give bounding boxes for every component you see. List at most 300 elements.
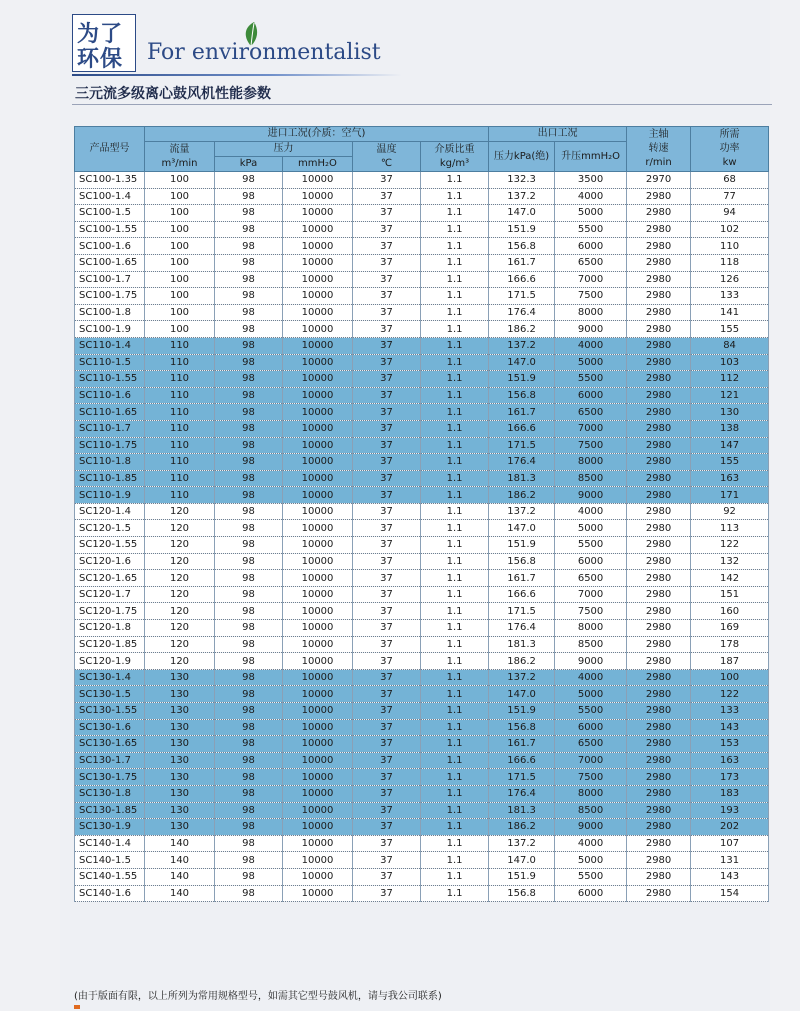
table-row — [75, 636, 769, 653]
table-cell: 143 — [691, 868, 769, 885]
table-cell: 1.1 — [421, 785, 489, 802]
table-cell: 10000 — [283, 387, 353, 404]
header-mmh2o: mmH₂O — [283, 157, 353, 172]
table-cell: 100 — [145, 221, 215, 238]
table-cell: 122 — [691, 686, 769, 703]
table-cell: 4000 — [555, 188, 627, 205]
table-cell: 4000 — [555, 835, 627, 852]
logo-underline — [72, 74, 402, 76]
header-speed — [627, 127, 691, 172]
table-cell: 171.5 — [489, 288, 555, 305]
table-cell: 5500 — [555, 868, 627, 885]
table-cell: 120 — [145, 570, 215, 587]
table-cell: 2980 — [627, 636, 691, 653]
table-cell: 37 — [353, 371, 421, 388]
table-cell: 10000 — [283, 404, 353, 421]
table-cell: 181.3 — [489, 636, 555, 653]
table-cell: 1.1 — [421, 586, 489, 603]
table-cell: 141 — [691, 304, 769, 321]
table-row — [75, 288, 769, 305]
table-cell: 193 — [691, 802, 769, 819]
table-cell: 120 — [145, 603, 215, 620]
table-cell: 37 — [353, 603, 421, 620]
table-cell: 2980 — [627, 503, 691, 520]
table-cell: 98 — [215, 686, 283, 703]
table-cell: SC110-1.55 — [75, 371, 145, 388]
table-cell: 5000 — [555, 520, 627, 537]
table-cell: SC120-1.8 — [75, 620, 145, 637]
header-flow-label: 流量 — [169, 143, 190, 155]
table-cell: 2980 — [627, 620, 691, 637]
table-cell: 7500 — [555, 603, 627, 620]
table-cell: 98 — [215, 454, 283, 471]
header-power — [691, 127, 769, 172]
table-cell: SC100-1.75 — [75, 288, 145, 305]
table-row — [75, 835, 769, 852]
table-cell: 98 — [215, 769, 283, 786]
table-row — [75, 819, 769, 836]
table-cell: 156.8 — [489, 553, 555, 570]
table-cell: 138 — [691, 420, 769, 437]
table-cell: 1.1 — [421, 420, 489, 437]
header-speed-line1: 主轴 — [648, 129, 669, 140]
table-cell: 100 — [145, 288, 215, 305]
table-cell: 6000 — [555, 238, 627, 255]
table-cell: 1.1 — [421, 254, 489, 271]
table-cell: 37 — [353, 304, 421, 321]
table-cell: 98 — [215, 321, 283, 338]
table-cell: 2980 — [627, 537, 691, 554]
table-cell: SC130-1.9 — [75, 819, 145, 836]
table-cell: 1.1 — [421, 553, 489, 570]
table-cell: 2980 — [627, 437, 691, 454]
table-cell: SC100-1.9 — [75, 321, 145, 338]
table-cell: 176.4 — [489, 785, 555, 802]
table-cell: 112 — [691, 371, 769, 388]
table-cell: 110 — [145, 371, 215, 388]
header-pressure: 压力 — [215, 142, 353, 157]
header-power-unit: kw — [722, 157, 737, 168]
logo-box — [72, 14, 136, 72]
table-cell: SC130-1.8 — [75, 785, 145, 802]
table-row — [75, 703, 769, 720]
table-cell: 147.0 — [489, 686, 555, 703]
table-cell: 2980 — [627, 819, 691, 836]
header-power-line1: 所需 — [719, 129, 740, 140]
table-cell: 37 — [353, 537, 421, 554]
table-cell: 1.1 — [421, 703, 489, 720]
table-cell: 110 — [145, 420, 215, 437]
table-cell: SC110-1.65 — [75, 404, 145, 421]
table-cell: 37 — [353, 420, 421, 437]
table-cell: 10000 — [283, 586, 353, 603]
table-cell: 37 — [353, 487, 421, 504]
table-cell: 37 — [353, 586, 421, 603]
table-row — [75, 238, 769, 255]
table-cell: 2980 — [627, 769, 691, 786]
header-speed-unit: r/min — [645, 157, 672, 168]
table-cell: 37 — [353, 172, 421, 189]
table-cell: 1.1 — [421, 636, 489, 653]
table-cell: 1.1 — [421, 454, 489, 471]
table-cell: 156.8 — [489, 238, 555, 255]
table-cell: SC100-1.35 — [75, 172, 145, 189]
table-cell: 98 — [215, 653, 283, 670]
table-cell: 98 — [215, 537, 283, 554]
table-cell: 181.3 — [489, 802, 555, 819]
table-cell: 1.1 — [421, 188, 489, 205]
table-row — [75, 802, 769, 819]
table-row — [75, 271, 769, 288]
logo-en-text: For environmentalist — [147, 40, 381, 65]
table-cell: 176.4 — [489, 620, 555, 637]
table-cell: 98 — [215, 719, 283, 736]
header-speed-line2: 转速 — [648, 143, 669, 154]
table-cell: 176.4 — [489, 304, 555, 321]
table-cell: 161.7 — [489, 404, 555, 421]
table-cell: 37 — [353, 503, 421, 520]
table-cell: 2980 — [627, 603, 691, 620]
table-cell: 147 — [691, 437, 769, 454]
table-cell: 102 — [691, 221, 769, 238]
table-cell: 2980 — [627, 337, 691, 354]
table-cell: 37 — [353, 520, 421, 537]
table-cell: 5000 — [555, 354, 627, 371]
table-cell: 120 — [145, 553, 215, 570]
table-cell: 10000 — [283, 487, 353, 504]
header-flow — [145, 142, 215, 172]
table-row — [75, 653, 769, 670]
table-cell: SC100-1.5 — [75, 205, 145, 222]
table-cell: 1.1 — [421, 205, 489, 222]
table-cell: 1.1 — [421, 819, 489, 836]
table-row — [75, 868, 769, 885]
table-cell: 37 — [353, 785, 421, 802]
table-cell: SC130-1.65 — [75, 736, 145, 753]
table-cell: 6000 — [555, 885, 627, 902]
table-cell: 98 — [215, 636, 283, 653]
table-row — [75, 620, 769, 637]
header-model: 产品型号 — [75, 127, 145, 172]
logo-cn-line2: 环保 — [77, 46, 124, 72]
table-cell: 151 — [691, 586, 769, 603]
table-cell: 1.1 — [421, 520, 489, 537]
table-cell: 1.1 — [421, 570, 489, 587]
table-cell: 37 — [353, 221, 421, 238]
table-cell: 98 — [215, 387, 283, 404]
table-row — [75, 304, 769, 321]
table-cell: 130 — [145, 736, 215, 753]
table-cell: 186.2 — [489, 653, 555, 670]
table-cell: 98 — [215, 404, 283, 421]
table-row — [75, 686, 769, 703]
table-cell: 130 — [691, 404, 769, 421]
table-row — [75, 321, 769, 338]
table-cell: 37 — [353, 321, 421, 338]
table-body — [75, 172, 769, 902]
table-cell: 10000 — [283, 520, 353, 537]
table-cell: SC130-1.4 — [75, 669, 145, 686]
table-cell: 126 — [691, 271, 769, 288]
table-cell: 10000 — [283, 620, 353, 637]
table-cell: 140 — [145, 852, 215, 869]
table-cell: 2980 — [627, 487, 691, 504]
table-cell: 37 — [353, 686, 421, 703]
table-row — [75, 537, 769, 554]
table-cell: 84 — [691, 337, 769, 354]
table-cell: 161.7 — [489, 254, 555, 271]
table-cell: 37 — [353, 852, 421, 869]
table-cell: 8000 — [555, 454, 627, 471]
table-row — [75, 785, 769, 802]
table-cell: 98 — [215, 354, 283, 371]
table-cell: 120 — [145, 503, 215, 520]
table-cell: SC120-1.65 — [75, 570, 145, 587]
table-cell: 9000 — [555, 321, 627, 338]
table-cell: 202 — [691, 819, 769, 836]
table-cell: 1.1 — [421, 835, 489, 852]
table-cell: 6000 — [555, 719, 627, 736]
table-cell: 166.6 — [489, 586, 555, 603]
table-row — [75, 487, 769, 504]
table-cell: 37 — [353, 404, 421, 421]
table-cell: 10000 — [283, 553, 353, 570]
table-cell: 10000 — [283, 636, 353, 653]
table-cell: 2980 — [627, 835, 691, 852]
table-cell: 1.1 — [421, 404, 489, 421]
table-cell: 140 — [145, 868, 215, 885]
table-cell: 171.5 — [489, 437, 555, 454]
table-cell: 4000 — [555, 337, 627, 354]
header-temp-unit: ℃ — [380, 157, 393, 169]
table-cell: 151.9 — [489, 537, 555, 554]
header-density — [421, 142, 489, 172]
table-cell: 98 — [215, 703, 283, 720]
table-cell: 7500 — [555, 769, 627, 786]
table-cell: 140 — [145, 835, 215, 852]
table-cell: 7000 — [555, 752, 627, 769]
table-cell: 98 — [215, 188, 283, 205]
table-cell: SC110-1.5 — [75, 354, 145, 371]
table-cell: 98 — [215, 752, 283, 769]
table-cell: 1.1 — [421, 802, 489, 819]
table-cell: 1.1 — [421, 221, 489, 238]
table-cell: 10000 — [283, 437, 353, 454]
table-cell: 2980 — [627, 703, 691, 720]
header-outlet-group: 出口工况 — [489, 127, 627, 142]
table-cell: 6000 — [555, 387, 627, 404]
table-cell: 37 — [353, 835, 421, 852]
table-row — [75, 387, 769, 404]
table-row — [75, 553, 769, 570]
table-cell: 151.9 — [489, 703, 555, 720]
table-cell: 2980 — [627, 868, 691, 885]
table-cell: 10000 — [283, 703, 353, 720]
table-cell: 2980 — [627, 570, 691, 587]
table-cell: 10000 — [283, 785, 353, 802]
table-cell: 98 — [215, 205, 283, 222]
table-cell: 137.2 — [489, 188, 555, 205]
table-cell: 2980 — [627, 669, 691, 686]
table-cell: 2980 — [627, 354, 691, 371]
table-cell: 103 — [691, 354, 769, 371]
table-cell: 98 — [215, 520, 283, 537]
table-cell: 10000 — [283, 503, 353, 520]
table-cell: 37 — [353, 205, 421, 222]
table-cell: 10000 — [283, 868, 353, 885]
table-cell: SC110-1.6 — [75, 387, 145, 404]
table-cell: 1.1 — [421, 620, 489, 637]
table-cell: 110 — [145, 404, 215, 421]
table-cell: 10000 — [283, 254, 353, 271]
table-cell: 5000 — [555, 686, 627, 703]
table-cell: 2980 — [627, 553, 691, 570]
table-cell: 2980 — [627, 802, 691, 819]
table-cell: 151.9 — [489, 868, 555, 885]
table-cell: SC140-1.55 — [75, 868, 145, 885]
table-cell: 1.1 — [421, 769, 489, 786]
table-cell: 37 — [353, 354, 421, 371]
table-cell: 142 — [691, 570, 769, 587]
table-cell: 10000 — [283, 321, 353, 338]
table-cell: 1.1 — [421, 387, 489, 404]
table-cell: 37 — [353, 288, 421, 305]
table-cell: 155 — [691, 321, 769, 338]
table-cell: 98 — [215, 603, 283, 620]
table-cell: 143 — [691, 719, 769, 736]
table-cell: 10000 — [283, 769, 353, 786]
table-cell: SC140-1.6 — [75, 885, 145, 902]
table-cell: SC130-1.85 — [75, 802, 145, 819]
table-cell: 2980 — [627, 205, 691, 222]
header-kpa: kPa — [215, 157, 283, 172]
table-cell: 2980 — [627, 470, 691, 487]
table-cell: 2980 — [627, 254, 691, 271]
table-cell: SC120-1.6 — [75, 553, 145, 570]
table-cell: 2980 — [627, 885, 691, 902]
table-cell: 100 — [691, 669, 769, 686]
table-cell: 2980 — [627, 719, 691, 736]
table-cell: 98 — [215, 420, 283, 437]
table-cell: 37 — [353, 553, 421, 570]
table-cell: 1.1 — [421, 885, 489, 902]
table-cell: 130 — [145, 686, 215, 703]
table-cell: 100 — [145, 205, 215, 222]
table-cell: SC120-1.9 — [75, 653, 145, 670]
table-cell: 1.1 — [421, 503, 489, 520]
table-cell: 7000 — [555, 586, 627, 603]
table-cell: 2980 — [627, 653, 691, 670]
table-cell: 98 — [215, 620, 283, 637]
table-cell: 10000 — [283, 835, 353, 852]
table-cell: 98 — [215, 470, 283, 487]
table-cell: 5500 — [555, 221, 627, 238]
table-cell: 92 — [691, 503, 769, 520]
table-cell: 7500 — [555, 288, 627, 305]
table-cell: SC110-1.8 — [75, 454, 145, 471]
table-cell: 5500 — [555, 371, 627, 388]
table-cell: 37 — [353, 437, 421, 454]
table-cell: 110 — [691, 238, 769, 255]
table-cell: 133 — [691, 703, 769, 720]
table-cell: 171.5 — [489, 603, 555, 620]
table-cell: SC120-1.75 — [75, 603, 145, 620]
table-cell: 118 — [691, 254, 769, 271]
table-cell: 130 — [145, 719, 215, 736]
table-cell: 6500 — [555, 570, 627, 587]
table-row — [75, 719, 769, 736]
table-cell: 8500 — [555, 802, 627, 819]
table-cell: 10000 — [283, 288, 353, 305]
table-cell: 1.1 — [421, 868, 489, 885]
table-cell: 10000 — [283, 603, 353, 620]
table-cell: 37 — [353, 620, 421, 637]
table-cell: 120 — [145, 520, 215, 537]
table-cell: 10000 — [283, 304, 353, 321]
table-cell: 137.2 — [489, 669, 555, 686]
table-cell: 173 — [691, 769, 769, 786]
table-cell: SC140-1.4 — [75, 835, 145, 852]
table-cell: 5000 — [555, 852, 627, 869]
table-cell: SC130-1.55 — [75, 703, 145, 720]
table-cell: 1.1 — [421, 852, 489, 869]
table-cell: 10000 — [283, 669, 353, 686]
table-cell: 1.1 — [421, 321, 489, 338]
table-cell: 2980 — [627, 321, 691, 338]
table-cell: 6000 — [555, 553, 627, 570]
table-cell: 9000 — [555, 653, 627, 670]
title-divider — [72, 104, 772, 105]
table-cell: SC120-1.7 — [75, 586, 145, 603]
table-cell: 1.1 — [421, 271, 489, 288]
table-row — [75, 205, 769, 222]
table-cell: 151.9 — [489, 221, 555, 238]
table-cell: 98 — [215, 437, 283, 454]
table-cell: 166.6 — [489, 420, 555, 437]
table-cell: 147.0 — [489, 520, 555, 537]
table-cell: SC130-1.7 — [75, 752, 145, 769]
table-cell: SC100-1.6 — [75, 238, 145, 255]
table-cell: 98 — [215, 503, 283, 520]
table-cell: 163 — [691, 470, 769, 487]
table-cell: 8000 — [555, 620, 627, 637]
table-cell: 156.8 — [489, 719, 555, 736]
table-cell: 98 — [215, 852, 283, 869]
table-cell: 2980 — [627, 686, 691, 703]
table-cell: 147.0 — [489, 852, 555, 869]
table-cell: 1.1 — [421, 537, 489, 554]
table-cell: 98 — [215, 785, 283, 802]
table-cell: 98 — [215, 802, 283, 819]
table-cell: 10000 — [283, 653, 353, 670]
header-row-1 — [75, 127, 769, 142]
table-cell: 120 — [145, 586, 215, 603]
table-cell: 37 — [353, 736, 421, 753]
table-row — [75, 603, 769, 620]
table-cell: 120 — [145, 636, 215, 653]
table-cell: 100 — [145, 321, 215, 338]
table-cell: SC130-1.5 — [75, 686, 145, 703]
table-cell: 110 — [145, 337, 215, 354]
table-cell: 156.8 — [489, 885, 555, 902]
table-cell: 37 — [353, 337, 421, 354]
table-cell: 110 — [145, 487, 215, 504]
table-cell: 1.1 — [421, 288, 489, 305]
table-cell: SC100-1.65 — [75, 254, 145, 271]
table-cell: SC120-1.85 — [75, 636, 145, 653]
table-cell: 161.7 — [489, 570, 555, 587]
table-cell: 1.1 — [421, 487, 489, 504]
